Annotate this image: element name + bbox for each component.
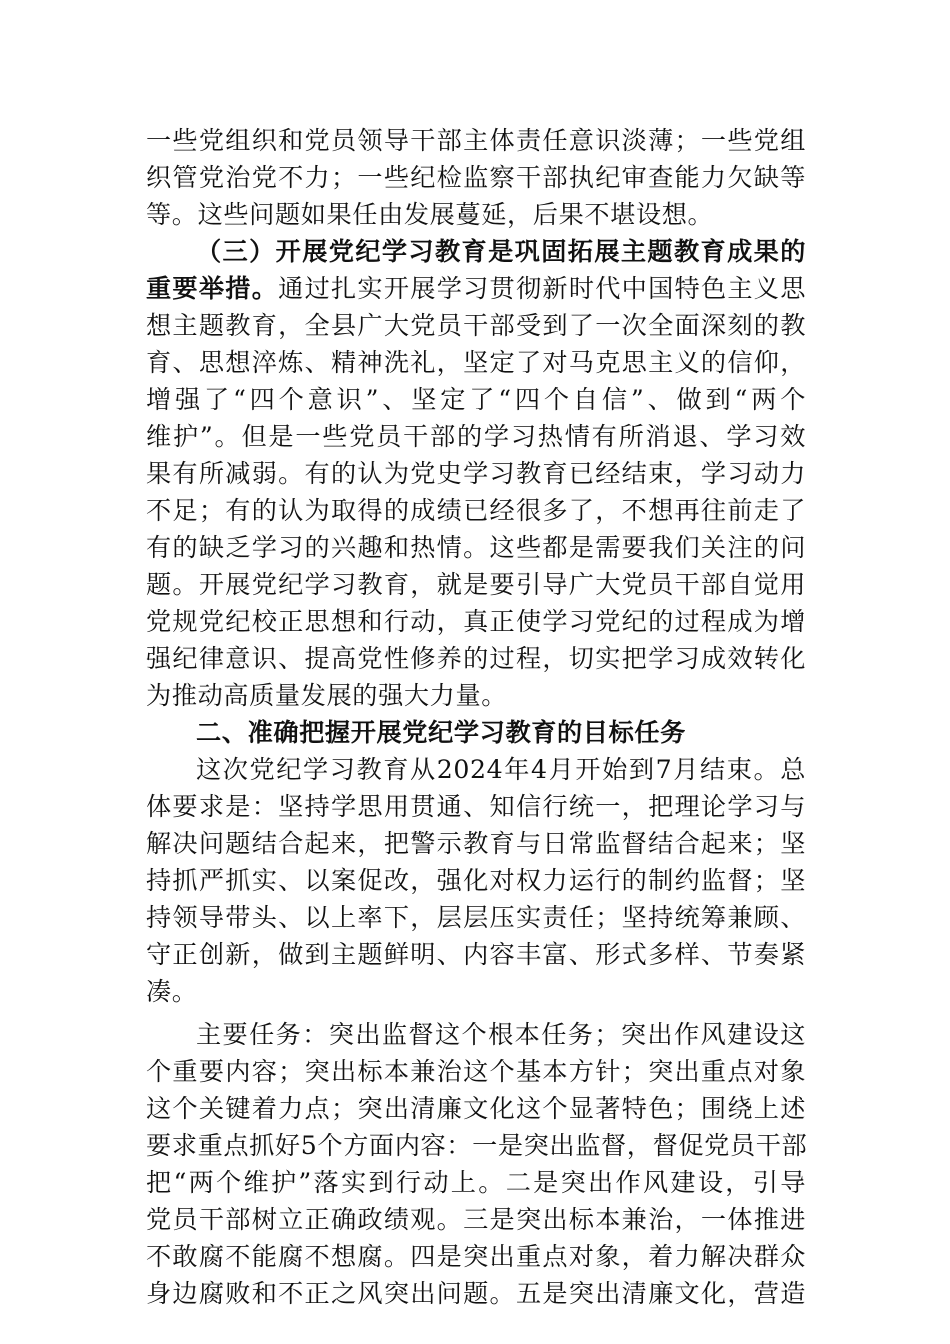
text-line: 不足；有的认为取得的成绩已经很多了，不想再往前走了 (146, 496, 806, 525)
text-line: 这次党纪学习教育从2024年4月开始到7月结束。总 (196, 755, 806, 784)
subheading-tail: 重要举措。 (146, 273, 279, 303)
text-line: 党员干部树立正确政绩观。三是突出标本兼治，一体推进 (146, 1205, 806, 1234)
text-line: 有的缺乏学习的兴趣和热情。这些都是需要我们关注的问 (146, 533, 806, 562)
subheading-line: （三）开展党纪学习教育是巩固拓展主题教育成果的 (196, 236, 806, 266)
text-line: 等。这些问题如果任由发展蔓延，后果不堪设想。 (146, 200, 714, 229)
text-line (146, 270, 806, 307)
text-line: 不敢腐不能腐不想腐。四是突出重点对象，着力解决群众 (146, 1242, 806, 1271)
text-line: 个重要内容；突出标本兼治这个基本方针；突出重点对象 (146, 1057, 806, 1086)
text-line: 题。开展党纪学习教育，就是要引导广大党员干部自觉用 (146, 570, 806, 599)
text-line: 身边腐败和不正之风突出问题。五是突出清廉文化，营造 (146, 1279, 806, 1308)
section-heading: 二、准确把握开展党纪学习教育的目标任务 (196, 717, 686, 747)
text-line: 党规党纪校正思想和行动，真正使学习党纪的过程成为增 (146, 607, 806, 636)
text-span: 通过扎实开展学习贯彻新时代中国特色主义思 (278, 274, 807, 303)
text-line: 凑。 (146, 977, 198, 1006)
text-line: 主要任务：突出监督这个根本任务；突出作风建设这 (196, 1020, 806, 1049)
text-line: 体要求是：坚持学思用贯通、知信行统一，把理论学习与 (146, 792, 806, 821)
text-line: 维护”。但是一些党员干部的学习热情有所消退、学习效 (146, 422, 806, 451)
text-line: 强纪律意识、提高党性修养的过程，切实把学习成效转化 (146, 644, 806, 673)
text-line: 一些党组织和党员领导干部主体责任意识淡薄；一些党组 (146, 126, 806, 155)
text-line: 要求重点抓好5个方面内容：一是突出监督，督促党员干部 (146, 1131, 808, 1160)
text-line: 把“两个维护”落实到行动上。二是突出作风建设，引导 (146, 1168, 806, 1197)
text-line: 持领导带头、以上率下，层层压实责任；坚持统筹兼顾、 (146, 903, 806, 932)
text-line: 果有所减弱。有的认为党史学习教育已经结束，学习动力 (146, 459, 806, 488)
text-line: 为推动高质量发展的强大力量。 (146, 681, 508, 710)
text-line: 织管党治党不力；一些纪检监察干部执纪审查能力欠缺等 (146, 163, 806, 192)
text-line: 这个关键着力点；突出清廉文化这个显著特色；围绕上述 (146, 1094, 806, 1123)
document-body (146, 122, 806, 1312)
text-line: 增强了“四个意识”、坚定了“四个自信”、做到“两个 (146, 385, 806, 414)
text-line: 想主题教育，全县广大党员干部受到了一次全面深刻的教 (146, 311, 806, 340)
text-line: 解决问题结合起来，把警示教育与日常监督结合起来；坚 (146, 829, 806, 858)
text-line: 持抓严抓实、以案促改，强化对权力运行的制约监督；坚 (146, 866, 806, 895)
text-line: 守正创新，做到主题鲜明、内容丰富、形式多样、节奏紧 (146, 940, 806, 969)
text-line: 育、思想淬炼、精神洗礼，坚定了对马克思主义的信仰， (146, 348, 806, 377)
